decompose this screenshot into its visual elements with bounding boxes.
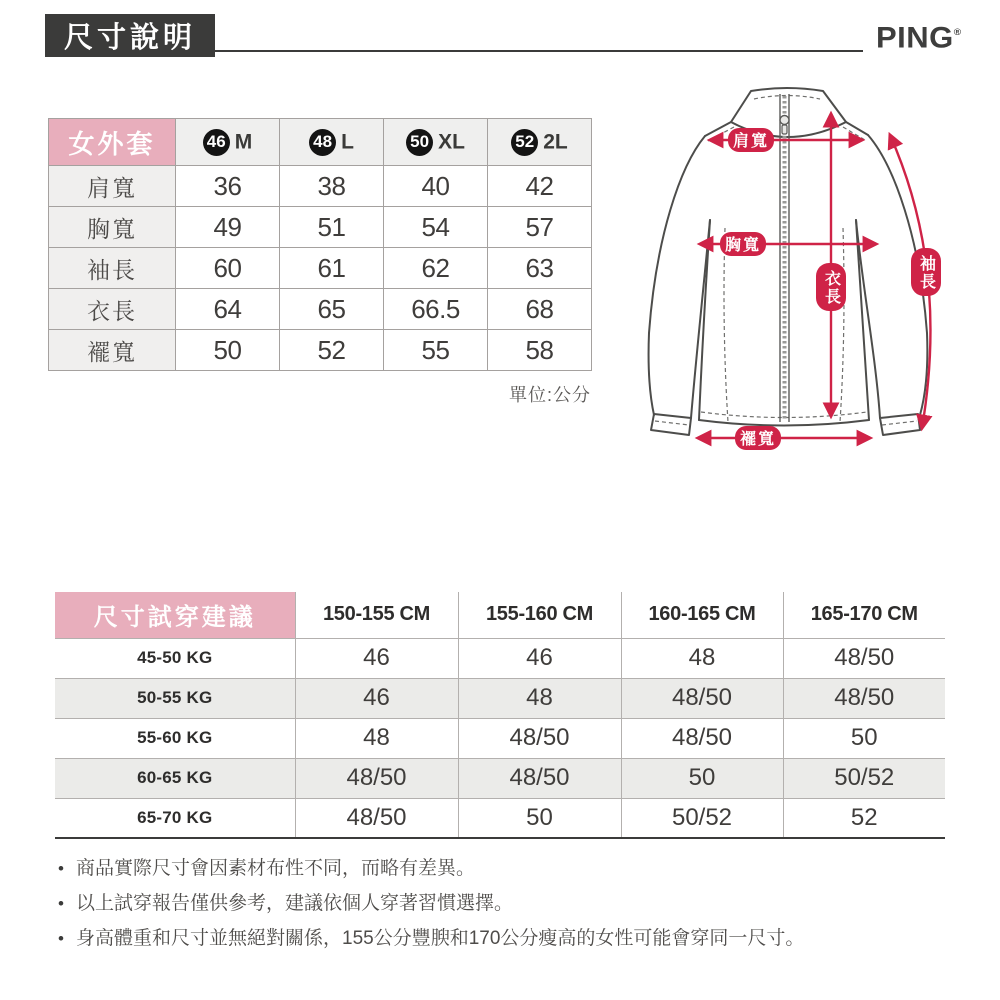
table-row-chest (49, 207, 592, 248)
weight-label: 55-60 KG (55, 718, 295, 758)
cell-value: 50 (621, 758, 783, 798)
fit-table-corner: 尺寸試穿建議 (55, 592, 295, 638)
cell-value: 65 (280, 289, 384, 330)
cell-value: 36 (176, 166, 280, 207)
height-column: 165-170 CM (783, 592, 945, 638)
weight-label: 50-55 KG (55, 678, 295, 718)
cell-value: 46 (295, 638, 458, 678)
cell-value: 48/50 (783, 678, 945, 718)
cell-value: 48/50 (783, 638, 945, 678)
size-column-46m (176, 119, 280, 166)
registered-mark: ® (953, 27, 962, 38)
size-table-header-row (49, 119, 592, 166)
cell-value: 48/50 (458, 758, 621, 798)
brand-name: PING (876, 20, 954, 55)
footnote: • 商品實際尺寸會因素材布性不同，而略有差異。 (58, 851, 968, 886)
weight-label: 45-50 KG (55, 638, 295, 678)
table-row-shoulder (49, 166, 592, 207)
unit-note: 單位:公分 (508, 385, 591, 405)
fit-row-55-60 (55, 718, 945, 758)
size-column-48l (280, 119, 384, 166)
footnote: • 身高體重和尺寸並無絕對關係，155公分豐腴和170公分瘦高的女性可能會穿同一尺寸。 (58, 921, 968, 956)
fit-row-50-55 (55, 678, 945, 718)
size-letter: XL (438, 130, 465, 153)
height-column: 160-165 CM (621, 592, 783, 638)
cell-value: 55 (384, 330, 488, 371)
cell-value: 52 (783, 798, 945, 838)
size-letter: M (234, 130, 253, 153)
cell-value: 52 (280, 330, 384, 371)
size-badge: 50 (406, 129, 433, 156)
sleeve-length-label: 袖長 (917, 255, 935, 291)
jacket-measurement-diagram (628, 78, 990, 480)
cell-value: 48/50 (621, 718, 783, 758)
row-label: 肩寬 (49, 166, 176, 207)
weight-label: 65-70 KG (55, 798, 295, 838)
cell-value: 48/50 (458, 718, 621, 758)
cell-value: 54 (384, 207, 488, 248)
cell-value: 48/50 (295, 798, 458, 838)
size-table (48, 118, 591, 371)
cell-value: 46 (295, 678, 458, 718)
zipper (780, 94, 789, 422)
cell-value: 48 (295, 718, 458, 758)
hem-width-label: 襬寬 (739, 431, 777, 448)
footnotes (58, 851, 968, 956)
cell-value: 50/52 (621, 798, 783, 838)
cell-value: 66.5 (384, 289, 488, 330)
cell-value: 48 (621, 638, 783, 678)
size-letter: 2L (543, 130, 568, 153)
fit-row-60-65 (55, 758, 945, 798)
size-column-50xl (384, 119, 488, 166)
cell-value: 64 (176, 289, 280, 330)
size-column-52-2l (488, 119, 592, 166)
shoulder-width-label: 肩寬 (732, 133, 770, 150)
cell-value: 61 (280, 248, 384, 289)
row-label: 袖長 (49, 248, 176, 289)
footnote: • 以上試穿報告僅供參考，建議依個人穿著習慣選擇。 (58, 886, 968, 921)
cell-value: 48/50 (621, 678, 783, 718)
fit-row-45-50 (55, 638, 945, 678)
cell-value: 40 (384, 166, 488, 207)
size-table-corner: 女外套 (49, 119, 176, 166)
cell-value: 58 (488, 330, 592, 371)
size-letter: L (341, 130, 354, 153)
cell-value: 48/50 (295, 758, 458, 798)
fit-row-65-70 (55, 798, 945, 838)
fit-table-header-row (55, 592, 945, 638)
size-badge: 52 (511, 129, 538, 156)
header-divider (215, 50, 863, 52)
cell-value: 46 (458, 638, 621, 678)
fit-table (55, 592, 945, 839)
cell-value: 48 (458, 678, 621, 718)
row-label: 胸寬 (49, 207, 176, 248)
cell-value: 50 (783, 718, 945, 758)
chest-width-label: 胸寬 (724, 237, 762, 254)
cell-value: 68 (488, 289, 592, 330)
height-column: 150-155 CM (295, 592, 458, 638)
row-label: 襬寬 (49, 330, 176, 371)
size-badge: 48 (309, 129, 336, 156)
cell-value: 51 (280, 207, 384, 248)
table-row-hem (49, 330, 592, 371)
brand-logo (876, 21, 962, 56)
cell-value: 62 (384, 248, 488, 289)
cell-value: 50 (458, 798, 621, 838)
height-column: 155-160 CM (458, 592, 621, 638)
cell-value: 50/52 (783, 758, 945, 798)
cell-value: 57 (488, 207, 592, 248)
cell-value: 63 (488, 248, 592, 289)
size-badge: 46 (203, 129, 230, 156)
cell-value: 60 (176, 248, 280, 289)
cell-value: 42 (488, 166, 592, 207)
body-length-label: 衣長 (822, 270, 840, 306)
table-row-length (49, 289, 592, 330)
table-row-sleeve (49, 248, 592, 289)
row-label: 衣長 (49, 289, 176, 330)
cell-value: 49 (176, 207, 280, 248)
page-title: 尺寸說明 (45, 14, 215, 57)
cell-value: 38 (280, 166, 384, 207)
cell-value: 50 (176, 330, 280, 371)
weight-label: 60-65 KG (55, 758, 295, 798)
measure-arrows (698, 114, 941, 450)
